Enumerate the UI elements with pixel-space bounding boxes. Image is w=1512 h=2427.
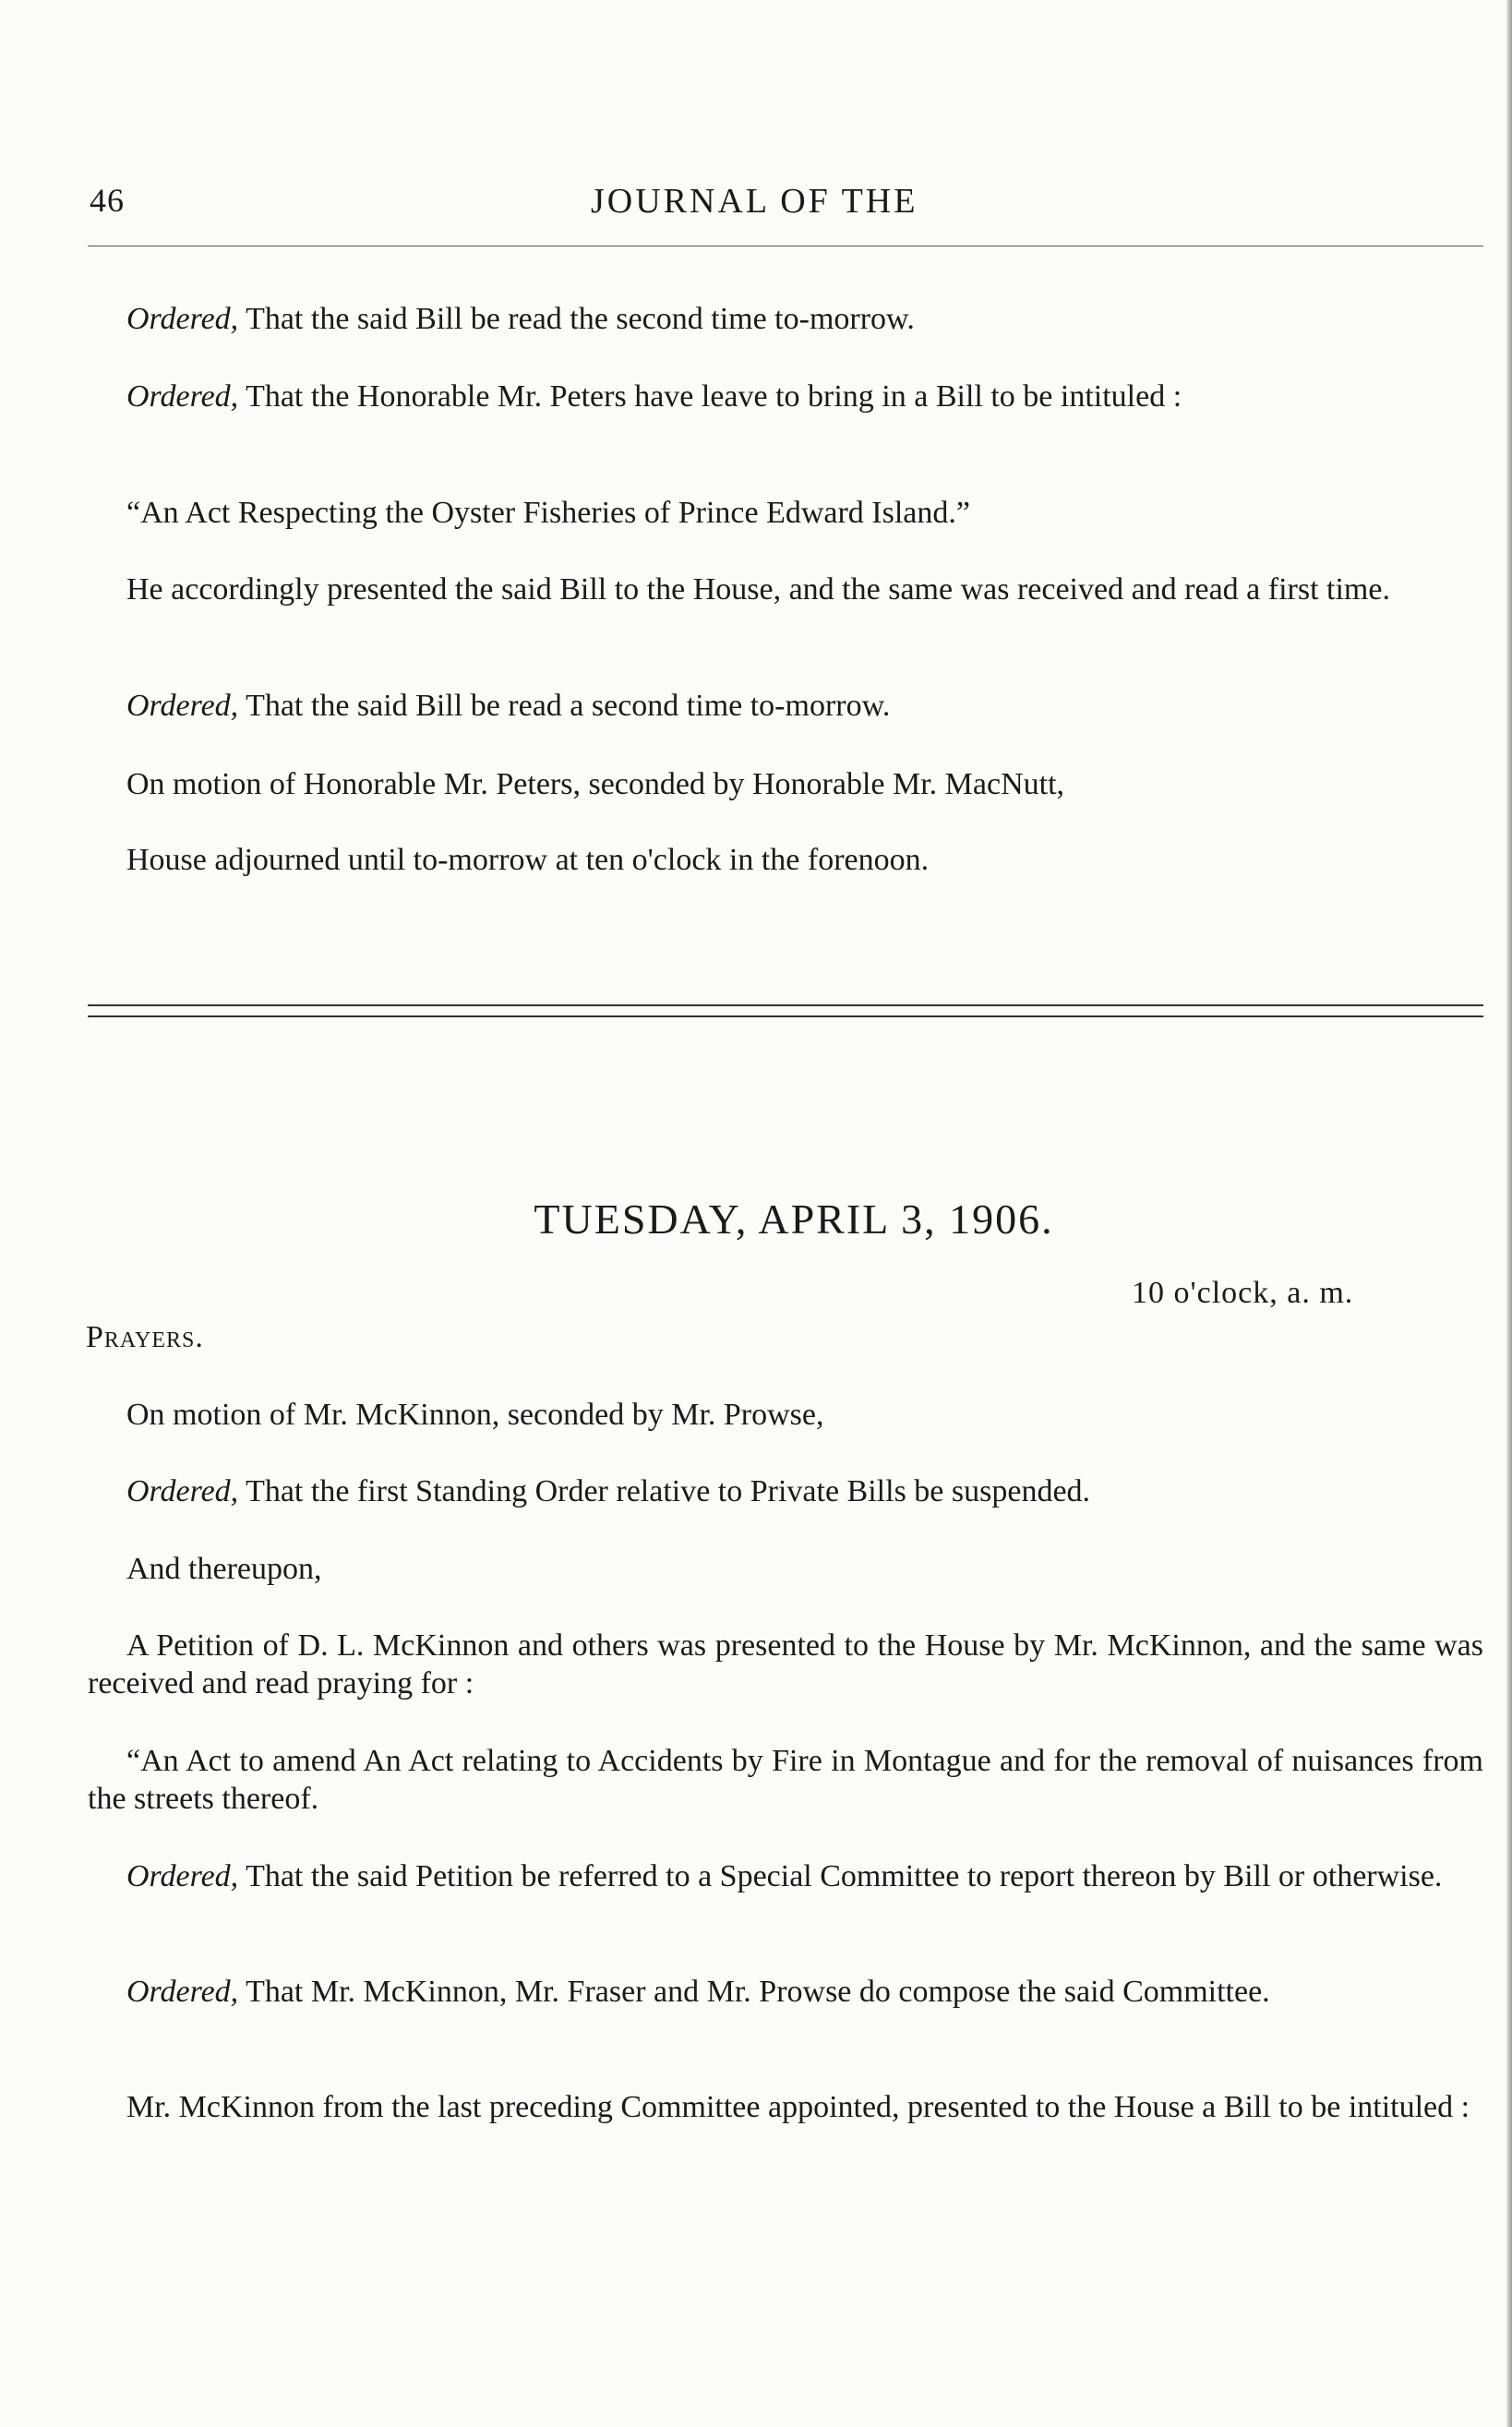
paragraph-petition-presented <box>88 1627 1483 1702</box>
paragraph-text: “An Act to amend An Act relating to Accidents by Fire in Montague and for the removal of nuisances from the streets thereof. <box>88 1744 1483 1816</box>
paragraph-bill-title-montague <box>88 1742 1483 1818</box>
paragraph-ordered-second-reading <box>88 300 1483 338</box>
paragraph-text: That the said Bill be read the second time to-morrow. <box>238 302 915 336</box>
paragraph-ordered-read-second <box>88 687 1483 725</box>
paragraph-house-adjourned <box>88 841 1483 879</box>
paragraph-thereupon <box>88 1550 1483 1588</box>
paragraph-motion-mckinnon <box>88 1396 1483 1434</box>
paragraph-motion-peters <box>88 765 1483 803</box>
ordered-label: Ordered, <box>126 1859 239 1893</box>
paragraph-bill-presented <box>88 571 1483 608</box>
paragraph-ordered-compose-committee <box>88 1973 1483 2011</box>
paragraph-committee-bill <box>88 2088 1483 2126</box>
paragraph-text: That the said Petition be referred to a Special Committee to report thereon by Bill or otherwise. <box>238 1859 1443 1893</box>
paragraph-text: On motion of Mr. McKinnon, seconded by Mr. Prowse, <box>126 1398 824 1432</box>
paragraph-text: That the first Standing Order relative to Private Bills be suspended. <box>238 1474 1091 1508</box>
date-heading: TUESDAY, APRIL 3, 1906. <box>534 1195 1054 1243</box>
paragraph-text: That the Honorable Mr. Peters have leave to bring in a Bill to be intituled : <box>238 379 1182 414</box>
paragraph-text: On motion of Honorable Mr. Peters, seconded by Honorable Mr. MacNutt, <box>126 767 1065 801</box>
paragraph-ordered-special-committee <box>88 1857 1483 1895</box>
ordered-label: Ordered, <box>126 689 239 723</box>
paragraph-ordered-leave-bill <box>88 378 1483 415</box>
paragraph-text: And thereupon, <box>126 1552 322 1586</box>
paragraph-text: He accordingly presented the said Bill to the House, and the same was received and read a first time. <box>126 572 1390 607</box>
ordered-label: Ordered, <box>126 379 239 414</box>
paragraph-text: “An Act Respecting the Oyster Fisheries of Prince Edward Island.” <box>126 496 970 530</box>
paragraph-text: House adjourned until to-morrow at ten o'clock in the forenoon. <box>126 843 930 877</box>
paragraph-text: That the said Bill be read a second time to-morrow. <box>238 689 891 723</box>
paragraph-text: Mr. McKinnon from the last preceding Committee appointed, presented to the House a Bill to be intituled : <box>126 2090 1470 2124</box>
ordered-label: Ordered, <box>126 1474 239 1508</box>
ordered-label: Ordered, <box>126 1975 239 2009</box>
running-head: JOURNAL OF THE <box>591 182 918 221</box>
prayers-heading: Prayers. <box>86 1320 204 1354</box>
paragraph-ordered-standing-order <box>88 1472 1483 1510</box>
section-divider-lower <box>88 1015 1483 1017</box>
sitting-time: 10 o'clock, a. m. <box>1132 1276 1354 1310</box>
section-divider-upper <box>88 1004 1483 1006</box>
paragraph-text: That Mr. McKinnon, Mr. Fraser and Mr. Prowse do compose the said Committee. <box>238 1975 1270 2009</box>
paragraph-bill-title-oyster <box>88 494 1483 532</box>
ordered-label: Ordered, <box>126 302 239 336</box>
paragraph-text: A Petition of D. L. McKinnon and others was presented to the House by Mr. McKinnon, and the same was received and read praying for : <box>88 1628 1483 1700</box>
page-number: 46 <box>90 182 125 219</box>
